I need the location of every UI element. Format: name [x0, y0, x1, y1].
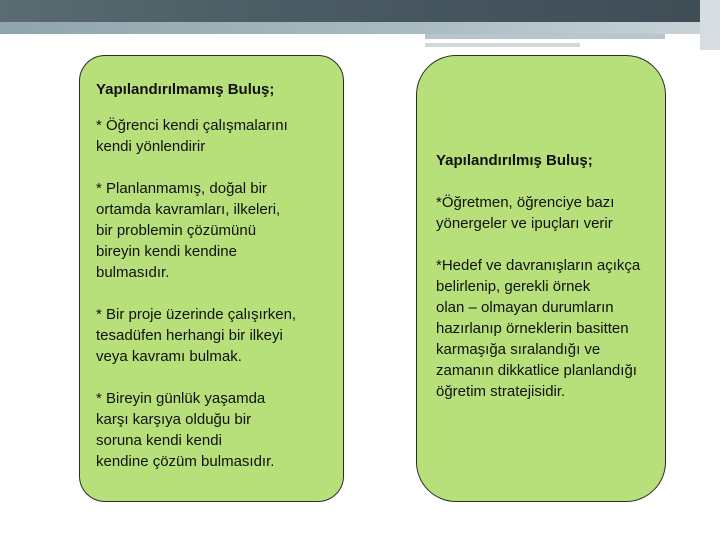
- panel-item: *Öğretmen, öğrenciye bazı yönergeler ve ipuçları verir: [436, 194, 615, 232]
- panel-heading: Yapılandırılmış Buluş;: [436, 152, 593, 169]
- panel-item: * Bir proje üzerinde çalışırken, tesadüfen herhangi bir ilkeyi veya kavramı bulmak.: [96, 306, 297, 365]
- header-accent-line: [425, 34, 665, 39]
- panel-item: *Hedef ve davranışların açıkça belirlenip, gerekli örnek olan – olmayan durumların hazırlanıp örneklerin basitten karmaşığa sıralandığı ve zamanın dikkatlice planlandığı öğretim stratejisidir.: [436, 257, 641, 400]
- header-stripe: [0, 22, 720, 34]
- panel-item: * Planlanmamış, doğal bir ortamda kavramları, ilkeleri, bir problemin çözümünü bireyin kendi kendine bulmasıdır.: [96, 180, 281, 281]
- header-bar: [0, 0, 720, 22]
- panel-heading: Yapılandırılmamış Buluş;: [96, 81, 275, 98]
- panel-item: * Öğrenci kendi çalışmalarını kendi yönlendirir: [96, 117, 288, 155]
- structured-discovery-panel: [416, 55, 666, 502]
- panel-item: * Bireyin günlük yaşamda karşı karşıya olduğu bir soruna kendi kendi kendine çözüm bulmasıdır.: [96, 390, 275, 470]
- unstructured-discovery-panel: [79, 55, 344, 502]
- header-corner-block: [700, 0, 720, 50]
- header-accent-line-short: [425, 43, 580, 47]
